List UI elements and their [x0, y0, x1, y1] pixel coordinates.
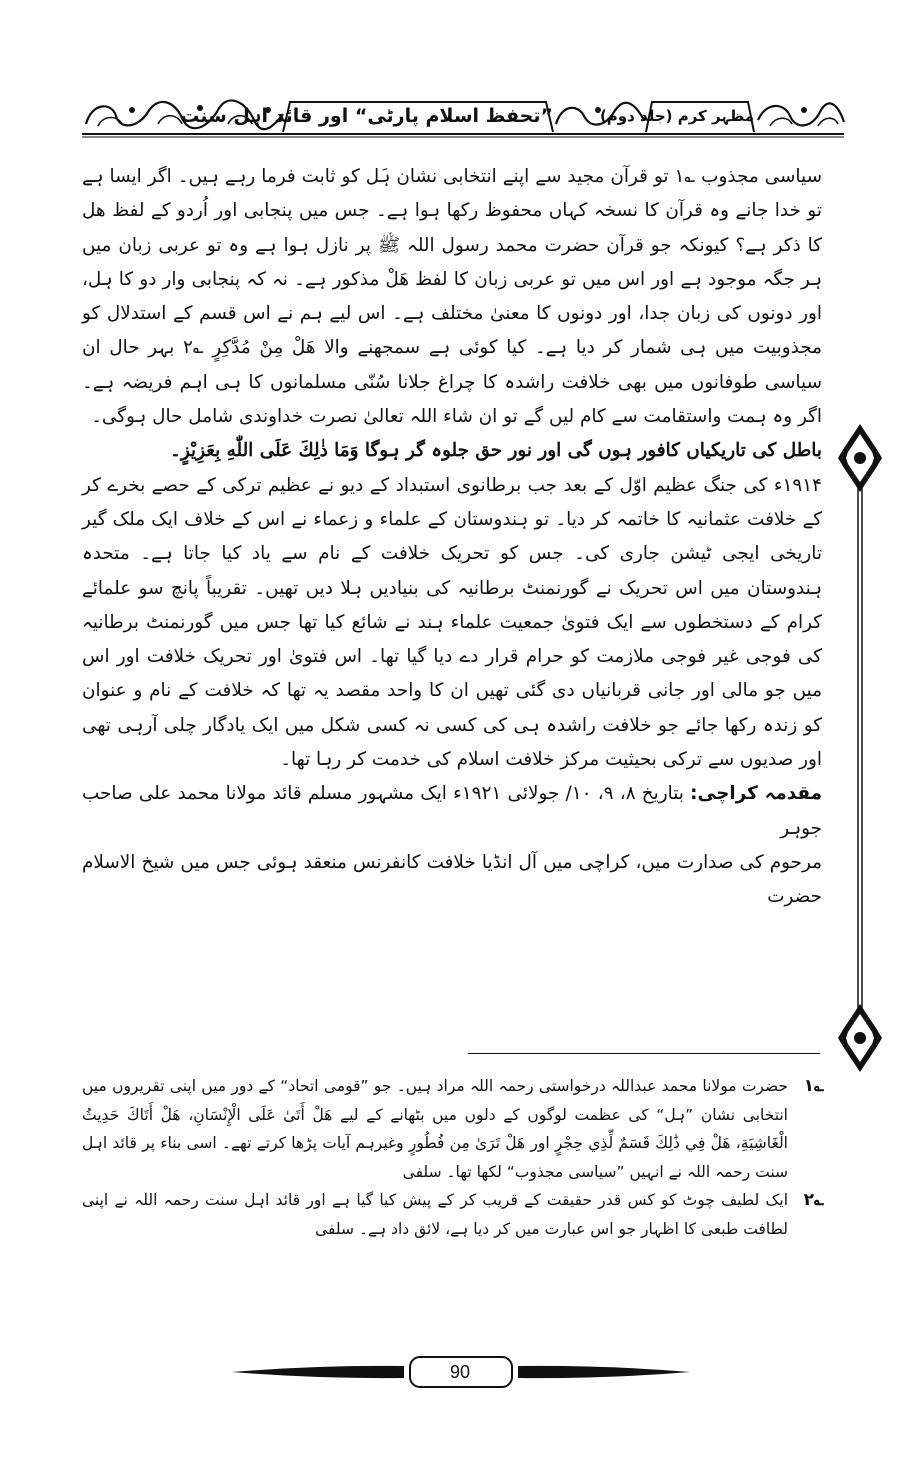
book-title: مظہر کرم (جلد دوم) [599, 107, 754, 125]
footnote-2 [82, 1186, 824, 1243]
paragraph-karachi [82, 777, 822, 846]
page-header [78, 94, 848, 140]
paragraph-1: سیاسی مجذوب ؎۱ تو قرآن مجید سے اپنے انتخابی نشان ہَل کو ثابت فرما رہے ہیں۔ اگر ایسا ہے تو خدا جانے وہ قرآن کا نسخہ کہاں محفوظ رکھا ہوا ہے۔ جس میں پنجابی اور اُردو کے لفظ ھل کا ذکر ہے؟ کیونکہ جو قرآن حضرت محمد رسول اللہ ﷺ پر نازل ہوا ہے وہ تو عربی زبان میں ہر جگہ موجود ہے اور اس میں تو عربی زبان کا لفظ ھَلْ مذکور ہے۔ نہ کہ پنجابی وار دو کا ہل، اور دونوں کی زبان جدا، اور دونوں کا معنیٰ مختلف ہے۔ اس لیے ہم نے اس قسم کے استدلال کو مجذوبیت میں ہی شمار کر دیا ہے۔ کیا کوئی ہے سمجھنے والا ھَلْ مِنْ مُدَّكِرٍ ؎۲ بہر حال ان سیاسی طوفانوں میں بھی خلافت راشدہ کا چراغ جلانا سُنّی مسلمانوں کا ہی اہم فریضہ ہے۔ اگر وہ ہمت واستقامت سے کام لیں گے تو ان شاء اللہ تعالیٰ نصرت خداوندی شامل حال ہوگی۔ [82, 166, 822, 428]
footnote-2-text: ایک لطیف چوٹ کو کس قدر حقیقت کے قریب کر کے پیش کیا گیا ہے اور قائد اہل سنت رحمہ اللہ نے اپنی لطافت طبعی کا اظہار جو اس عبارت میں کر دیا ہے، لائق داد ہے۔ سلفی [82, 1191, 788, 1238]
page-number: 90 [449, 1362, 471, 1382]
footnote-2-mark: ؎۲ [803, 1190, 824, 1210]
footnote-separator [468, 1053, 820, 1054]
main-text [82, 160, 822, 915]
footnote-1-text: حضرت مولانا محمد عبداللہ درخواستی رحمہ اللہ مراد ہیں۔ جو ”قومی اتحاد“ کے دور میں اپنی تقریروں میں انتخابی نشان ”ہل“ کی عظمت لوگوں کے دلوں میں بٹھانے کے لیے هَلْ أَتَىٰ عَلَى الْإِنْسَانِ، هَلْ أَتَاكَ حَدِيثُ الْغَاشِيَةِ، هَلْ فِي ذَٰلِكَ قَسَمٌ لِّذِي حِجْرٍ اور هَلْ تَرَىٰ مِن فُطُورٍ وغیرہم آیات پڑھا کرتے تھے۔ اسی بناء پر قائد اہل سنت رحمہ اللہ نے انہیں ”سیاسی مجذوب“ لکھا تھا۔ سلفی [82, 1077, 788, 1181]
karachi-heading: مقدمہ کراچی: [690, 783, 822, 805]
side-ornament [836, 418, 890, 1078]
page-footer [228, 1352, 694, 1392]
karachi-text: بتاریخ ۸، ۹، ۱۰/ جولائی ۱۹۲۱ء ایک مشہور مسلم قائد مولانا محمد علی صاحب جوہر [82, 783, 822, 839]
footnote-1-mark: ؎۱ [803, 1076, 824, 1096]
paragraph-2-verse: باطل کی تاریکیاں کافور ہوں گی اور نور حق جلوہ گر ہوگا وَمَا ذٰلِكَ عَلَى اللّٰهِ بِعَزِيْزٍ۔ [170, 440, 822, 462]
paragraph-4: مرحوم کی صدارت میں، کراچی میں آل انڈیا خلافت کانفرنس منعقد ہوئی جس میں شیخ الاسلام حضرت [82, 851, 822, 908]
paragraph-3: ۱۹۱۴ء کی جنگ عظیم اوّل کے بعد جب برطانوی استبداد کے دیو نے عظیم ترکی کے حصے بخرے کر کے خلافت عثمانیہ کا خاتمہ کر دیا۔ تو ہندوستان کے علماء و زعماء نے اس کے خلاف ایک ملک گیر تاریخی ایجی ٹیشن جاری کی۔ جس کو تحریک خلافت کے نام سے یاد کیا جاتا ہے۔ متحدہ ہندوستان میں اس تحریک نے گورنمنٹ برطانیہ کی بنیادیں ہلا دیں تھیں۔ تقریباً پانچ سو علمائے کرام کے دستخطوں سے ایک فتویٰ جمعیت علماء ہند نے شائع کیا تھا جس میں گورنمنٹ برطانیہ کی فوجی غیر فوجی ملازمت کو حرام قرار دے دیا گیا تھا۔ اس فتویٰ اور تحریک خلافت اور اس میں جو مالی اور جانی قربانیاں دی گئی تھیں ان کا واحد مقصد یہ تھا کہ خلافت کے نام و عنوان کو زندہ رکھا جائے جو خلافت راشدہ ہی کی کسی نہ کسی شکل میں ایک یادگار چلی آرہی تھی اور صدیوں سے ترکی بحیثیت مرکز خلافت اسلام کی خدمت کر رہا تھا۔ [82, 474, 822, 771]
running-title: ”تحفظ اسلام پارٹی“ اور قائد اہل سنت [180, 105, 553, 127]
footnotes [82, 1072, 824, 1243]
footnote-1 [82, 1072, 824, 1186]
